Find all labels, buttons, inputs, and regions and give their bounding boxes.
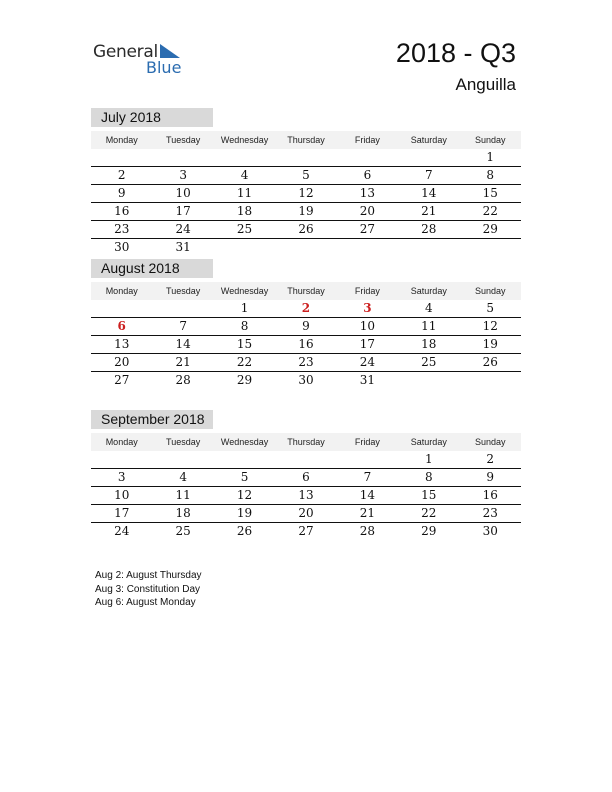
day-cell: 21 bbox=[421, 204, 437, 218]
day-cell bbox=[214, 149, 275, 166]
day-cell: 8 bbox=[240, 319, 249, 333]
day-cell bbox=[398, 149, 459, 166]
weekday-label: Sunday bbox=[474, 135, 506, 145]
day-cell bbox=[337, 149, 398, 166]
day-cell: 28 bbox=[359, 524, 376, 538]
generalblue-logo bbox=[93, 40, 193, 80]
day-cell: 17 bbox=[175, 204, 191, 218]
month-title: July 2018 bbox=[91, 108, 213, 127]
day-cell: 19 bbox=[236, 506, 253, 520]
week-row bbox=[91, 523, 521, 540]
day-cell: 13 bbox=[114, 337, 130, 351]
day-cell: 7 bbox=[363, 470, 372, 484]
logo-triangle-icon bbox=[160, 44, 180, 58]
week-row bbox=[91, 505, 521, 523]
month-title: September 2018 bbox=[91, 410, 213, 429]
logo-word-blue: Blue bbox=[146, 58, 182, 77]
holiday-note: Aug 2: August Thursday bbox=[95, 570, 202, 581]
day-cell: 23 bbox=[114, 222, 130, 236]
day-cell: 2 bbox=[301, 301, 311, 315]
day-cell: 9 bbox=[486, 470, 495, 484]
day-cell: 24 bbox=[114, 524, 130, 538]
day-cell: 24 bbox=[175, 222, 191, 236]
day-cell: 5 bbox=[240, 470, 249, 484]
holiday-note: Aug 6: August Monday bbox=[95, 597, 196, 608]
day-cell: 23 bbox=[298, 355, 314, 369]
holiday-note: Aug 3: Constitution Day bbox=[95, 583, 201, 595]
day-cell: 26 bbox=[236, 524, 253, 538]
day-cell: 14 bbox=[359, 488, 376, 502]
day-cell bbox=[91, 300, 152, 317]
day-cell: 24 bbox=[359, 355, 376, 369]
day-cell: 9 bbox=[302, 319, 310, 333]
day-cell: 1 bbox=[486, 150, 495, 164]
week-row bbox=[91, 372, 521, 389]
day-cell: 20 bbox=[114, 355, 130, 369]
day-cell: 21 bbox=[359, 506, 376, 520]
weekday-label: Thursday bbox=[287, 135, 325, 145]
week-row bbox=[91, 487, 521, 505]
weekday-header-row bbox=[91, 131, 521, 149]
day-cell: 22 bbox=[421, 506, 437, 520]
day-cell: 26 bbox=[482, 355, 498, 369]
week-row bbox=[91, 469, 521, 487]
weekday-label: Thursday bbox=[287, 286, 325, 296]
day-cell: 25 bbox=[175, 524, 191, 538]
weekday-label: Wednesday bbox=[220, 437, 269, 447]
day-cell: 20 bbox=[298, 506, 314, 520]
weekday-label: Monday bbox=[105, 437, 138, 447]
day-cell: 6 bbox=[302, 470, 310, 484]
day-cell bbox=[337, 239, 398, 256]
day-cell: 22 bbox=[482, 204, 498, 218]
day-cell: 16 bbox=[114, 204, 130, 218]
day-cell: 22 bbox=[236, 355, 253, 369]
day-cell: 29 bbox=[482, 222, 498, 236]
day-cell: 12 bbox=[236, 488, 253, 502]
weekday-label: Friday bbox=[354, 437, 380, 447]
day-cell: 18 bbox=[236, 204, 253, 218]
day-cell: 21 bbox=[175, 355, 191, 369]
week-row bbox=[91, 336, 521, 354]
day-cell: 31 bbox=[359, 373, 376, 387]
weekday-label: Monday bbox=[105, 286, 138, 296]
day-cell: 27 bbox=[114, 373, 130, 387]
day-cell: 6 bbox=[363, 168, 372, 182]
week-row bbox=[91, 451, 521, 469]
week-row bbox=[91, 318, 521, 336]
day-cell: 29 bbox=[421, 524, 437, 538]
day-cell: 10 bbox=[359, 319, 376, 333]
day-cell: 3 bbox=[179, 168, 187, 182]
day-cell: 3 bbox=[117, 470, 126, 484]
day-cell bbox=[398, 239, 459, 256]
day-cell bbox=[275, 451, 336, 468]
day-cell: 30 bbox=[298, 373, 314, 387]
weekday-label: Tuesday bbox=[166, 437, 201, 447]
month-july bbox=[91, 108, 521, 256]
week-row bbox=[91, 300, 521, 318]
weekday-label: Thursday bbox=[287, 437, 325, 447]
day-cell: 28 bbox=[421, 222, 437, 236]
day-cell: 12 bbox=[298, 186, 314, 200]
week-row bbox=[91, 221, 521, 239]
day-cell: 11 bbox=[175, 488, 191, 502]
day-cell: 29 bbox=[236, 373, 253, 387]
day-cell: 4 bbox=[240, 168, 249, 182]
day-cell bbox=[337, 451, 398, 468]
day-cell: 15 bbox=[421, 488, 437, 502]
day-cell: 11 bbox=[236, 186, 253, 200]
weekday-label: Tuesday bbox=[166, 286, 201, 296]
day-cell: 8 bbox=[425, 470, 433, 484]
weekday-label: Saturday bbox=[410, 437, 447, 447]
day-cell: 27 bbox=[359, 222, 376, 236]
day-cell: 26 bbox=[298, 222, 314, 236]
week-row bbox=[91, 149, 521, 167]
day-cell: 6 bbox=[117, 319, 126, 333]
logo-word-general: General bbox=[93, 42, 158, 62]
day-cell: 18 bbox=[175, 506, 191, 520]
week-row bbox=[91, 354, 521, 372]
day-cell: 27 bbox=[298, 524, 314, 538]
day-cell: 15 bbox=[236, 337, 253, 351]
week-row bbox=[91, 239, 521, 256]
weekday-label: Monday bbox=[105, 135, 138, 145]
month-title: August 2018 bbox=[91, 259, 213, 278]
day-cell: 19 bbox=[298, 204, 314, 218]
day-cell: 2 bbox=[486, 452, 495, 466]
day-cell: 1 bbox=[240, 301, 249, 315]
day-cell bbox=[460, 372, 521, 389]
day-cell: 14 bbox=[421, 186, 437, 200]
weekday-label: Wednesday bbox=[220, 286, 269, 296]
day-cell: 16 bbox=[482, 488, 498, 502]
country-name: Anguilla bbox=[455, 75, 516, 94]
month-september bbox=[91, 410, 521, 540]
day-cell bbox=[214, 451, 275, 468]
day-cell: 1 bbox=[425, 452, 433, 466]
day-cell bbox=[91, 149, 152, 166]
day-cell: 5 bbox=[302, 168, 310, 182]
day-cell: 28 bbox=[175, 373, 191, 387]
day-cell: 10 bbox=[114, 488, 130, 502]
day-cell: 31 bbox=[175, 240, 191, 254]
day-cell: 3 bbox=[363, 301, 372, 315]
day-cell bbox=[275, 239, 336, 256]
day-cell bbox=[275, 149, 336, 166]
day-cell: 2 bbox=[117, 168, 126, 182]
day-cell: 7 bbox=[179, 319, 187, 333]
weekday-label: Friday bbox=[354, 135, 380, 145]
weekday-label: Wednesday bbox=[220, 135, 269, 145]
day-cell: 4 bbox=[425, 301, 433, 315]
weekday-label: Saturday bbox=[410, 135, 447, 145]
day-cell bbox=[152, 149, 213, 166]
day-cell: 25 bbox=[236, 222, 253, 236]
day-cell bbox=[152, 451, 213, 468]
day-cell: 4 bbox=[179, 470, 187, 484]
day-cell: 10 bbox=[175, 186, 191, 200]
weekday-label: Tuesday bbox=[166, 135, 201, 145]
day-cell: 7 bbox=[425, 168, 433, 182]
day-cell: 17 bbox=[114, 506, 130, 520]
week-row bbox=[91, 167, 521, 185]
day-cell: 15 bbox=[482, 186, 498, 200]
day-cell: 11 bbox=[421, 319, 437, 333]
day-cell: 16 bbox=[298, 337, 314, 351]
day-cell bbox=[398, 372, 459, 389]
day-cell: 17 bbox=[359, 337, 376, 351]
day-cell: 19 bbox=[482, 337, 498, 351]
day-cell: 13 bbox=[359, 186, 376, 200]
month-august bbox=[91, 259, 521, 389]
day-cell: 12 bbox=[482, 319, 498, 333]
day-cell bbox=[91, 451, 152, 468]
holiday-notes bbox=[95, 569, 202, 610]
week-row bbox=[91, 185, 521, 203]
weekday-label: Friday bbox=[354, 286, 380, 296]
day-cell: 8 bbox=[486, 168, 495, 182]
day-cell: 13 bbox=[298, 488, 314, 502]
day-cell bbox=[214, 239, 275, 256]
day-cell bbox=[152, 300, 213, 317]
week-row bbox=[91, 203, 521, 221]
day-cell: 20 bbox=[359, 204, 376, 218]
weekday-label: Sunday bbox=[474, 286, 506, 296]
day-cell: 9 bbox=[117, 186, 126, 200]
day-cell: 5 bbox=[486, 301, 495, 315]
weekday-label: Saturday bbox=[410, 286, 447, 296]
day-cell bbox=[460, 239, 521, 256]
weekday-label: Sunday bbox=[474, 437, 506, 447]
day-cell: 14 bbox=[175, 337, 191, 351]
day-cell: 23 bbox=[482, 506, 498, 520]
weekday-header-row bbox=[91, 433, 521, 451]
page-title: 2018 - Q3 bbox=[395, 38, 516, 68]
day-cell: 30 bbox=[482, 524, 498, 538]
day-cell: 30 bbox=[114, 240, 130, 254]
weekday-header-row bbox=[91, 282, 521, 300]
day-cell: 18 bbox=[421, 337, 437, 351]
day-cell: 25 bbox=[421, 355, 437, 369]
